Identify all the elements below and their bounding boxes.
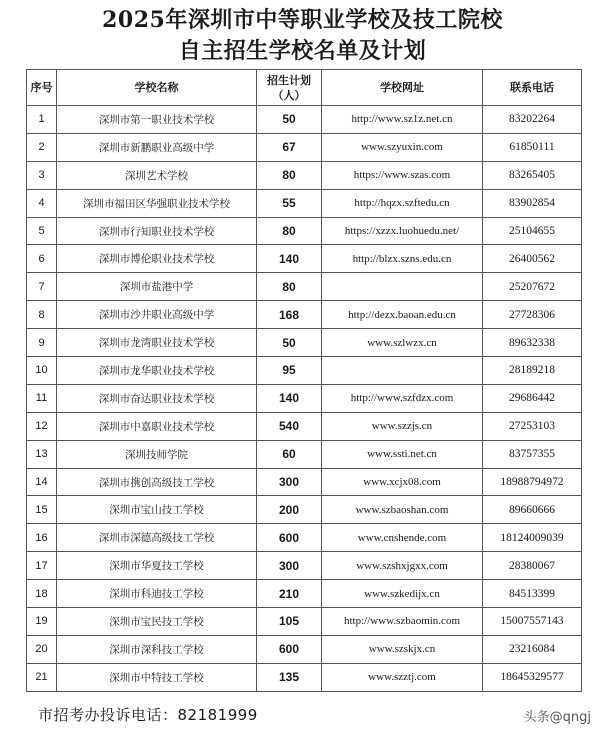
cell-url: www.ssti.net.cn (322, 440, 483, 468)
cell-index: 12 (27, 412, 57, 440)
table-row (27, 552, 582, 580)
cell-index: 10 (27, 357, 57, 385)
table-row (27, 635, 582, 663)
cell-url (322, 273, 483, 301)
cell-phone: 83757355 (483, 440, 582, 468)
cell-school-name: 深圳市中特技工学校 (57, 663, 257, 691)
header-phone: 联系电话 (483, 70, 582, 106)
cell-phone: 28380067 (483, 552, 582, 580)
cell-plan: 300 (257, 552, 322, 580)
table-row (27, 440, 582, 468)
table-row (27, 496, 582, 524)
header-index: 序号 (27, 70, 57, 106)
cell-url (322, 357, 483, 385)
cell-school-name: 深圳艺术学校 (57, 161, 257, 189)
cell-plan: 55 (257, 189, 322, 217)
cell-url: www.cnshende.com (322, 524, 483, 552)
cell-school-name: 深圳市盐港中学 (57, 273, 257, 301)
document-title-line1: 2025年深圳市中等职业学校及技工院校 (102, 7, 503, 33)
cell-phone: 83265405 (483, 161, 582, 189)
cell-plan: 105 (257, 608, 322, 636)
table-row (27, 524, 582, 552)
cell-index: 13 (27, 440, 57, 468)
cell-school-name: 深圳市携创高级技工学校 (57, 468, 257, 496)
cell-url: http://blzx.szns.edu.cn (322, 245, 483, 273)
cell-url: www.szkedijx.cn (322, 580, 483, 608)
cell-school-name: 深圳市龙湾职业技术学校 (57, 329, 257, 357)
cell-school-name: 深圳市中嘉职业技术学校 (57, 412, 257, 440)
cell-url: www.szskjx.cn (322, 635, 483, 663)
cell-school-name: 深圳市科迪技工学校 (57, 580, 257, 608)
cell-url: http://www.szbaomin.com (322, 608, 483, 636)
cell-plan: 210 (257, 580, 322, 608)
cell-phone: 27253103 (483, 412, 582, 440)
cell-phone: 29686442 (483, 384, 582, 412)
cell-index: 15 (27, 496, 57, 524)
cell-phone: 18124009039 (483, 524, 582, 552)
header-plan: 招生计划（人） (257, 70, 322, 106)
cell-phone: 18988794972 (483, 468, 582, 496)
table-row (27, 217, 582, 245)
cell-index: 5 (27, 217, 57, 245)
cell-school-name: 深圳市华夏技工学校 (57, 552, 257, 580)
cell-url: www.szzjs.cn (322, 412, 483, 440)
cell-phone: 61850111 (483, 133, 582, 161)
table-row (27, 133, 582, 161)
cell-phone: 83902854 (483, 189, 582, 217)
table-row (27, 329, 582, 357)
cell-url: www.xcjx08.com (322, 468, 483, 496)
cell-phone: 25207672 (483, 273, 582, 301)
cell-index: 16 (27, 524, 57, 552)
cell-url: http://www.szfdzx.com (322, 384, 483, 412)
cell-index: 11 (27, 384, 57, 412)
cell-plan: 60 (257, 440, 322, 468)
cell-school-name: 深圳市第一职业技术学校 (57, 106, 257, 134)
cell-url: http://dezx.baoan.edu.cn (322, 301, 483, 329)
cell-phone: 83202264 (483, 106, 582, 134)
cell-school-name: 深圳市新鹏职业高级中学 (57, 133, 257, 161)
header-url: 学校网址 (322, 70, 483, 106)
cell-plan: 50 (257, 106, 322, 134)
cell-index: 7 (27, 273, 57, 301)
cell-school-name: 深圳市福田区华强职业技术学校 (57, 189, 257, 217)
cell-plan: 600 (257, 635, 322, 663)
cell-url: https://xzzx.luohuedu.net/ (322, 217, 483, 245)
cell-school-name: 深圳市龙华职业技术学校 (57, 357, 257, 385)
cell-index: 19 (27, 608, 57, 636)
cell-phone: 27728306 (483, 301, 582, 329)
cell-phone: 15007557143 (483, 608, 582, 636)
table-row (27, 106, 582, 134)
cell-index: 20 (27, 635, 57, 663)
cell-school-name: 深圳市行知职业技术学校 (57, 217, 257, 245)
table-row (27, 468, 582, 496)
school-table (26, 69, 582, 692)
cell-url: http://hqzx.szftedu.cn (322, 189, 483, 217)
cell-index: 14 (27, 468, 57, 496)
cell-phone: 84513399 (483, 580, 582, 608)
cell-index: 1 (27, 106, 57, 134)
cell-index: 2 (27, 133, 57, 161)
table-row (27, 357, 582, 385)
cell-phone: 23216084 (483, 635, 582, 663)
cell-school-name: 深圳市宝民技工学校 (57, 608, 257, 636)
watermark: 头条@qngj (523, 710, 591, 725)
cell-phone: 25104655 (483, 217, 582, 245)
table-row (27, 412, 582, 440)
cell-school-name: 深圳技师学院 (57, 440, 257, 468)
cell-plan: 140 (257, 384, 322, 412)
cell-index: 3 (27, 161, 57, 189)
cell-phone: 89632338 (483, 329, 582, 357)
cell-index: 17 (27, 552, 57, 580)
cell-school-name: 深圳市沙井职业高级中学 (57, 301, 257, 329)
cell-url: http://www.sz1z.net.cn (322, 106, 483, 134)
cell-plan: 80 (257, 273, 322, 301)
table-row (27, 608, 582, 636)
table-row (27, 273, 582, 301)
cell-phone: 18645329577 (483, 663, 582, 691)
cell-url: https://www.szas.com (322, 161, 483, 189)
cell-index: 21 (27, 663, 57, 691)
cell-url: www.szlwzx.cn (322, 329, 483, 357)
table-header-row (27, 70, 582, 106)
cell-plan: 140 (257, 245, 322, 273)
cell-plan: 168 (257, 301, 322, 329)
cell-phone: 28189218 (483, 357, 582, 385)
cell-school-name: 深圳市深科技工学校 (57, 635, 257, 663)
table-row (27, 663, 582, 691)
header-school-name: 学校名称 (57, 70, 257, 106)
cell-school-name: 深圳市深德高级技工学校 (57, 524, 257, 552)
cell-phone: 26400562 (483, 245, 582, 273)
cell-index: 6 (27, 245, 57, 273)
document-title-line2: 自主招生学校名单及计划 (178, 38, 427, 64)
cell-url: www.szshxjgxx.com (322, 552, 483, 580)
cell-school-name: 深圳市博伦职业技术学校 (57, 245, 257, 273)
cell-index: 18 (27, 580, 57, 608)
cell-plan: 80 (257, 217, 322, 245)
cell-plan: 540 (257, 412, 322, 440)
cell-index: 8 (27, 301, 57, 329)
cell-plan: 50 (257, 329, 322, 357)
complaint-hotline: 市招考办投诉电话：82181999 (38, 706, 258, 724)
cell-school-name: 深圳市宝山技工学校 (57, 496, 257, 524)
cell-plan: 300 (257, 468, 322, 496)
table-row (27, 301, 582, 329)
cell-plan: 135 (257, 663, 322, 691)
table-row (27, 161, 582, 189)
cell-plan: 67 (257, 133, 322, 161)
cell-index: 4 (27, 189, 57, 217)
cell-plan: 95 (257, 357, 322, 385)
cell-index: 9 (27, 329, 57, 357)
cell-url: www.szyuxin.com (322, 133, 483, 161)
cell-url: www.szbaoshan.com (322, 496, 483, 524)
table-row (27, 245, 582, 273)
cell-url: www.szztj.com (322, 663, 483, 691)
cell-school-name: 深圳市奋达职业技术学校 (57, 384, 257, 412)
cell-phone: 89660666 (483, 496, 582, 524)
cell-plan: 600 (257, 524, 322, 552)
cell-plan: 200 (257, 496, 322, 524)
table-row (27, 384, 582, 412)
table-row (27, 580, 582, 608)
table-row (27, 189, 582, 217)
cell-plan: 80 (257, 161, 322, 189)
